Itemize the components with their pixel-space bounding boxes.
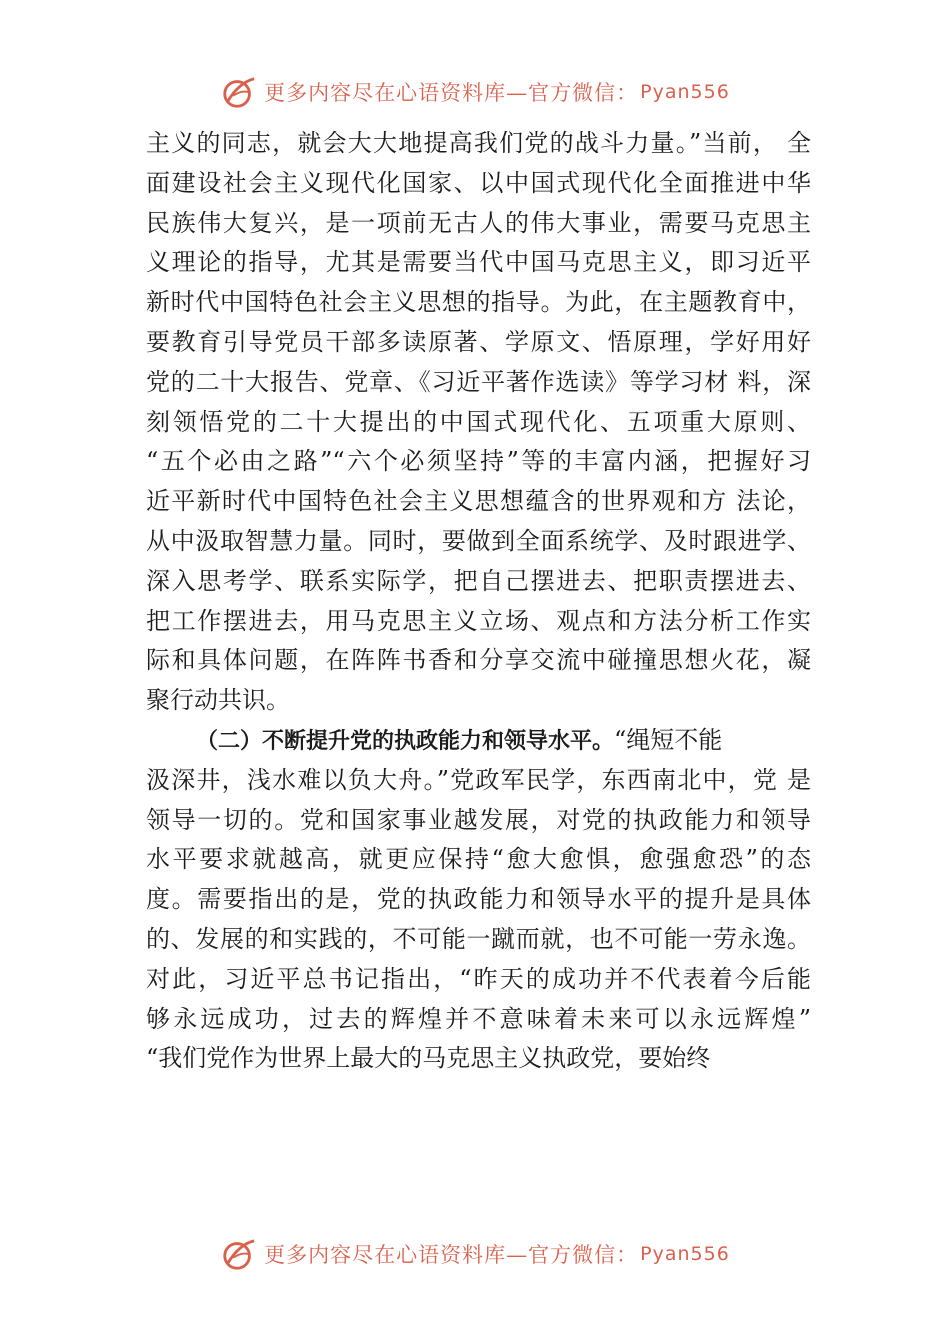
text-line: 汲深井，浅水难以负大舟。”党政军民学，东西南北中，党 是 — [146, 765, 811, 794]
text-line: 水平要求就越高，就更应保持“愈大愈惧，愈强愈恐”的态 — [146, 845, 811, 874]
watermark-text: 更多内容尽在心语资料库—官方微信： — [264, 1243, 639, 1267]
text-line: 把工作摆进去，用马克思主义立场、观点和方法分析工作实 — [146, 606, 811, 635]
watermark-handle: Pyan556 — [640, 81, 730, 103]
text-line: 面建设社会主义现代化国家、以中国式现代化全面推进中华 — [146, 168, 811, 197]
paragraph-2 — [146, 721, 811, 1079]
heading-line — [146, 721, 811, 761]
text-line: 刻领悟党的二十大提出的中国式现代化、五项重大原则、 — [146, 407, 811, 436]
text-line: 的、发展的和实践的，不可能一蹴而就，也不可能一劳永逸。 — [146, 924, 811, 953]
heading-line-rest: “绳短不能 — [614, 725, 723, 754]
text-line: 党的二十大报告、党章、《习近平著作选读》等学习材 料，深 — [146, 367, 811, 396]
text-line: 要教育引导党员干部多读原著、学原文、悟原理，学好用好 — [146, 327, 811, 356]
text-line: 义理论的指导，尤其是需要当代中国马克思主义，即习近平 — [146, 248, 811, 277]
text-line: “我们党作为世界上最大的马克思主义执政党，要始终 — [146, 1044, 711, 1073]
footer-watermark — [0, 1232, 950, 1276]
text-line: 民族伟大复兴，是一项前无古人的伟大事业，需要马克思主 — [146, 208, 811, 237]
watermark-handle: Pyan556 — [640, 1243, 730, 1265]
text-line: 近平新时代中国特色社会主义思想蕴含的世界观和方 法论， — [146, 487, 811, 516]
text-line: 际和具体问题，在阵阵书香和分享交流中碰撞思想火花，凝 — [146, 646, 811, 675]
text-line: 从中汲取智慧力量。同时，要做到全面系统学、及时跟进学、 — [146, 526, 811, 555]
header-watermark — [0, 70, 950, 114]
logo-icon — [220, 73, 258, 111]
paragraph-1 — [146, 124, 811, 721]
text-line: 主义的同志，就会大大地提高我们党的战斗力量。”当前， 全 — [146, 129, 811, 157]
text-line: “五个必由之路”“六个必须坚持”等的丰富内涵，把握好习 — [146, 447, 811, 476]
watermark-text: 更多内容尽在心语资料库—官方微信： — [264, 81, 639, 105]
text-line: 新时代中国特色社会主义思想的指导。为此，在主题教育中， — [146, 288, 811, 317]
text-line: 聚行动共识。 — [146, 686, 290, 715]
text-line: 深入思考学、联系实际学，把自己摆进去、把职责摆进去、 — [146, 566, 811, 595]
text-line: 度。需要指出的是，党的执政能力和领导水平的提升是具体 — [146, 885, 811, 914]
document-body — [146, 124, 811, 1079]
section-heading: （二）不断提升党的执政能力和领导水平。 — [196, 728, 615, 754]
logo-icon — [220, 1235, 258, 1273]
text-line: 对此，习近平总书记指出，“昨天的成功并不代表着今后能 — [146, 964, 811, 993]
text-line: 够永远成功，过去的辉煌并不意味着未来可以永远辉煌” — [146, 1004, 811, 1033]
text-line: 领导一切的。党和国家事业越发展，对党的执政能力和领导 — [146, 805, 811, 834]
